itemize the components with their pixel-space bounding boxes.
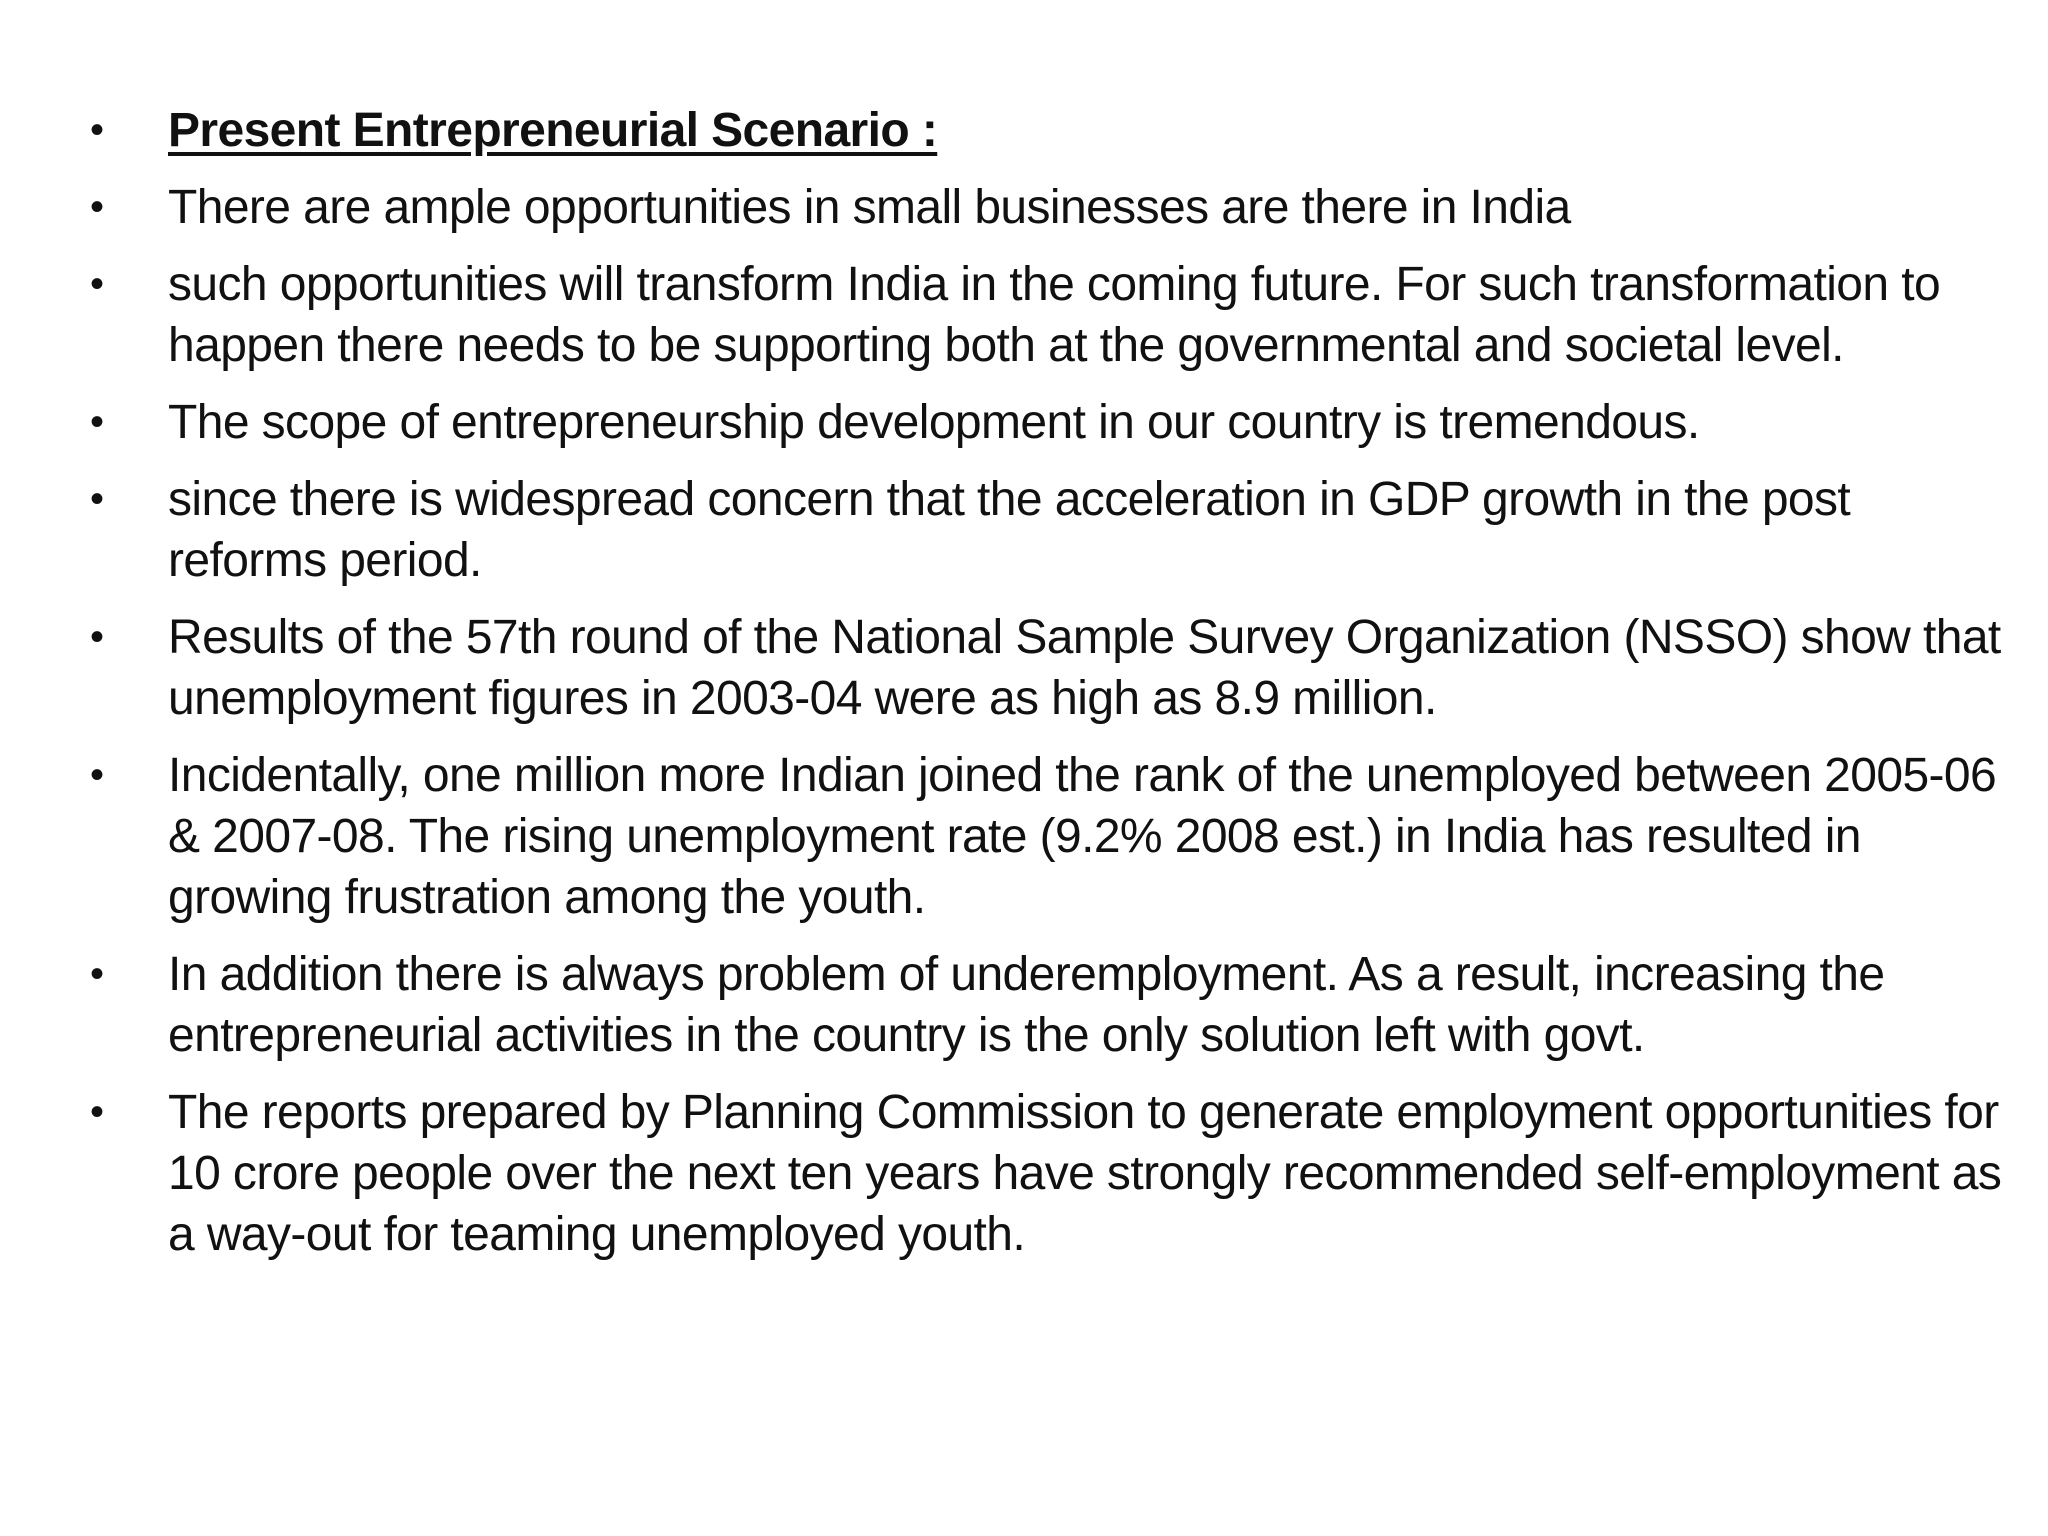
bullet-list <box>90 100 2010 1281</box>
bullet-text: since there is widespread concern that the acceleration in GDP growth in the post reforms period. <box>168 473 1851 587</box>
bullet-icon: • <box>90 108 104 152</box>
bullet-icon: • <box>90 1090 104 1134</box>
bullet-text: The scope of entrepreneurship development in our country is tremendous. <box>168 396 1700 449</box>
bullet-text: The reports prepared by Planning Commission to generate employment opportunities for 10 crore people over the next ten years have strongly recommended self-employment as a way-out for teaming unemployed youth. <box>168 1086 2002 1261</box>
bullet-icon: • <box>90 185 104 229</box>
bullet-item <box>90 745 2010 928</box>
bullet-icon: • <box>90 615 104 659</box>
slide-heading: Present Entrepreneurial Scenario : <box>168 104 938 157</box>
bullet-item <box>90 254 2010 376</box>
bullet-icon: • <box>90 262 104 306</box>
bullet-text: Results of the 57th round of the National Sample Survey Organization (NSSO) show that unemployment figures in 2003-04 were as high as 8.9 million. <box>168 611 2001 725</box>
bullet-item <box>90 944 2010 1066</box>
bullet-text: In addition there is always problem of underemployment. As a result, increasing the entrepreneurial activities in the country is the only solution left with govt. <box>168 948 1885 1062</box>
bullet-text: such opportunities will transform India in the coming future. For such transformation to happen there needs to be supporting both at the governmental and societal level. <box>168 258 1941 372</box>
bullet-icon: • <box>90 753 104 797</box>
bullet-item <box>90 1082 2010 1265</box>
bullet-item <box>90 607 2010 729</box>
bullet-text: Incidentally, one million more Indian joined the rank of the unemployed between 2005-06 & 2007-08. The rising unemployment rate (9.2% 2008 est.) in India has resulted in growing frustration among the youth. <box>168 749 1997 924</box>
bullet-icon: • <box>90 400 104 444</box>
bullet-text: There are ample opportunities in small businesses are there in India <box>168 181 1571 234</box>
bullet-icon: • <box>90 477 104 521</box>
heading-item <box>90 100 2010 161</box>
bullet-item <box>90 177 2010 238</box>
bullet-item <box>90 469 2010 591</box>
bullet-icon: • <box>90 952 104 996</box>
bullet-item <box>90 392 2010 453</box>
